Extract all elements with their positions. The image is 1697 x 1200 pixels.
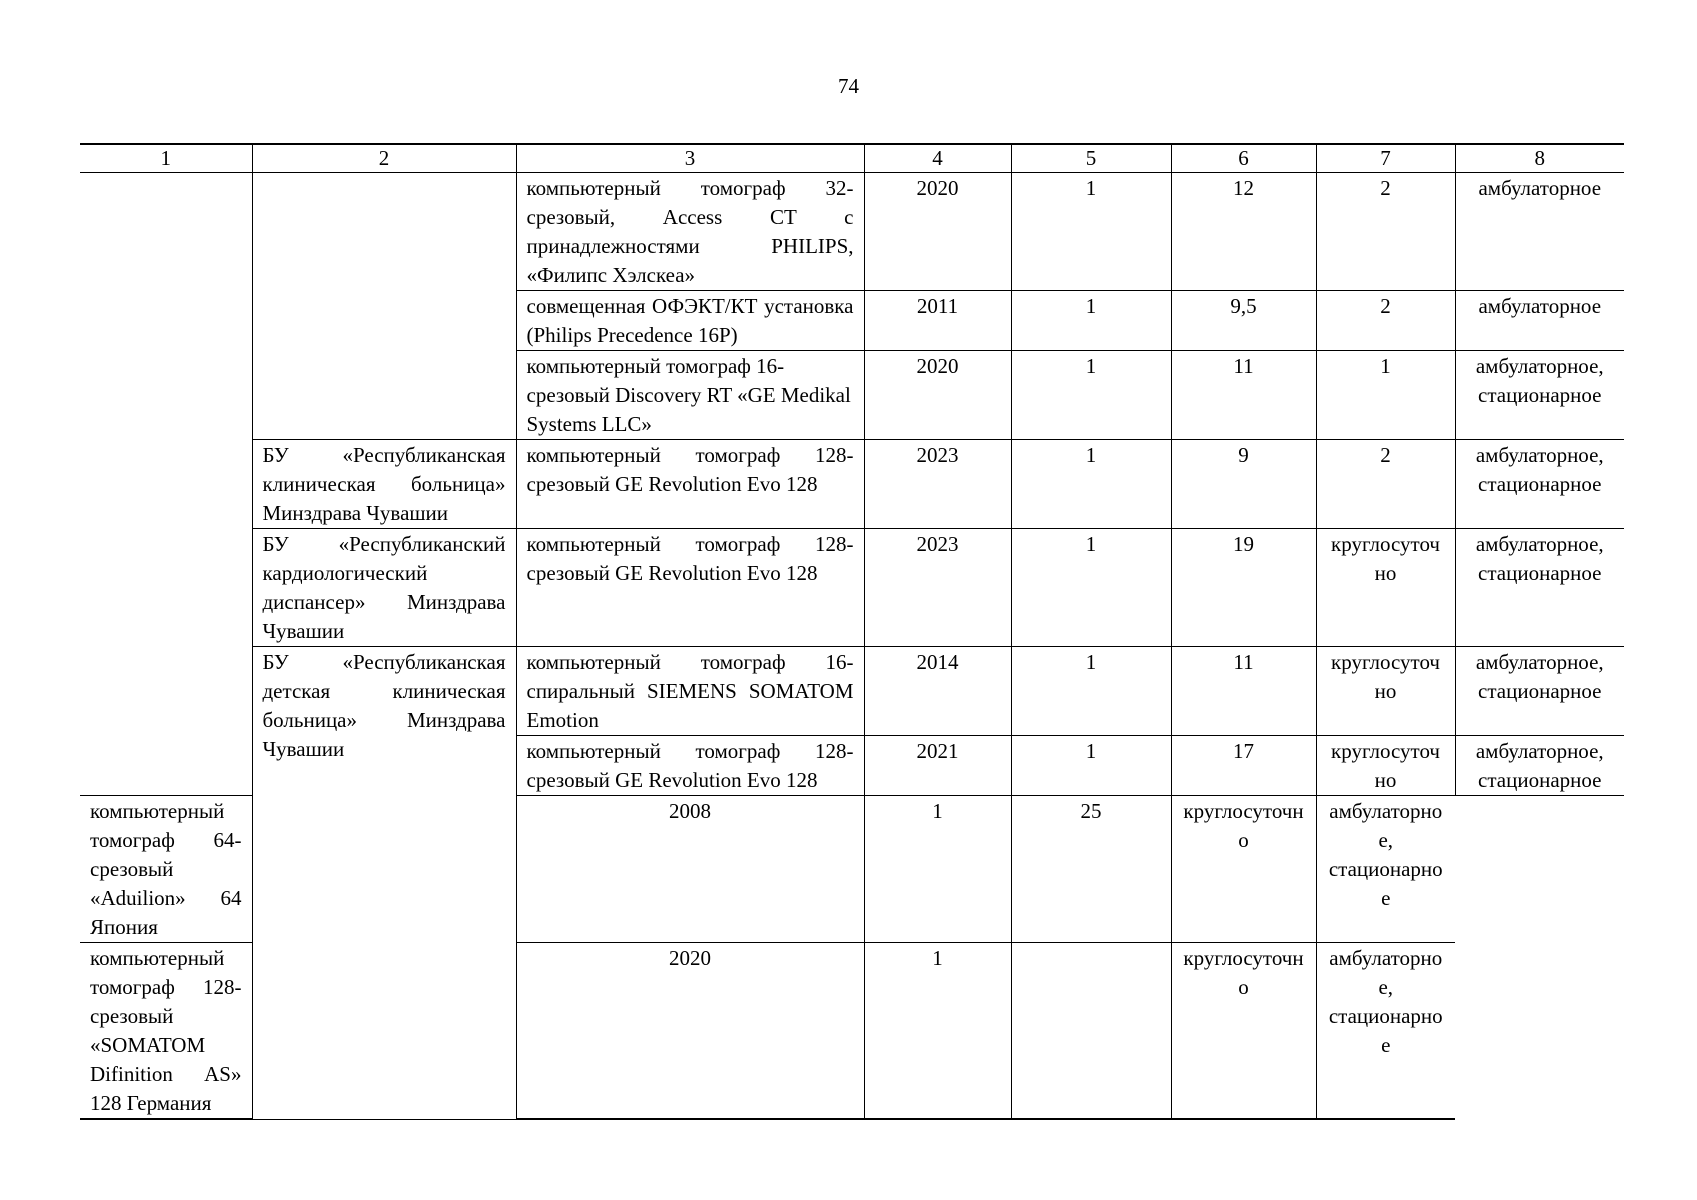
shift-cell: 2 <box>1316 173 1455 291</box>
column-header-5: 5 <box>1011 144 1171 173</box>
column-header-1: 1 <box>80 144 252 173</box>
organization-cell: БУ «Республиканская клиническая больница» Минздрава Чувашии <box>252 440 516 529</box>
year-cell: 2023 <box>864 440 1011 529</box>
column-header-6: 6 <box>1171 144 1316 173</box>
shift-cell: круглосуточно <box>1316 647 1455 736</box>
header-row <box>80 144 1624 173</box>
year-cell: 2020 <box>864 351 1011 440</box>
count-cell: 1 <box>864 943 1011 1120</box>
organization-cell <box>252 173 516 440</box>
column-header-4: 4 <box>864 144 1011 173</box>
care-type-cell: амбулаторное, стационарное <box>1455 529 1624 647</box>
care-type-cell: амбулаторное, стационарное <box>1455 351 1624 440</box>
year-cell: 2020 <box>864 173 1011 291</box>
count-cell: 1 <box>864 796 1011 943</box>
column-header-8: 8 <box>1455 144 1624 173</box>
load-cell: 19 <box>1171 529 1316 647</box>
care-type-cell: амбулаторное, стационарное <box>1455 647 1624 736</box>
count-cell: 1 <box>1011 291 1171 351</box>
shift-cell: круглосуточно <box>1316 529 1455 647</box>
count-cell: 1 <box>1011 440 1171 529</box>
equipment-name-cell: компьютерный томограф 16-срезовый Discovery RT «GE Medikal Systems LLC» <box>516 351 864 440</box>
organization-cell: БУ «Республиканская детская клиническая больница» Минздрава Чувашии <box>252 647 516 1120</box>
year-cell: 2014 <box>864 647 1011 736</box>
organization-cell: БУ «Республиканский кардиологический диспансер» Минздрава Чувашии <box>252 529 516 647</box>
care-type-cell: амбулаторное, стационарное <box>1316 943 1455 1120</box>
table-row <box>80 440 1624 529</box>
load-cell: 17 <box>1171 736 1316 796</box>
load-cell: 25 <box>1011 796 1171 943</box>
count-cell: 1 <box>1011 173 1171 291</box>
load-cell: 9,5 <box>1171 291 1316 351</box>
table-row <box>80 173 1624 291</box>
equipment-name-cell: совмещенная ОФЭКТ/КТ установка (Philips Precedence 16P) <box>516 291 864 351</box>
care-type-cell: амбулаторное, стационарное <box>1455 440 1624 529</box>
equipment-name-cell: компьютерный томограф 64-срезовый «Aduilion» 64 Япония <box>80 796 252 943</box>
shift-cell: 1 <box>1316 351 1455 440</box>
column-header-2: 2 <box>252 144 516 173</box>
load-cell: 12 <box>1171 173 1316 291</box>
count-cell: 1 <box>1011 529 1171 647</box>
equipment-table-container <box>80 143 1624 1120</box>
page-number: 74 <box>838 74 859 98</box>
shift-cell: круглосуточно <box>1316 736 1455 796</box>
load-cell: 11 <box>1171 647 1316 736</box>
load-cell <box>1011 943 1171 1120</box>
year-cell: 2008 <box>516 796 864 943</box>
year-cell: 2011 <box>864 291 1011 351</box>
shift-cell: круглосуточно <box>1171 796 1316 943</box>
load-cell: 9 <box>1171 440 1316 529</box>
equipment-name-cell: компьютерный томограф 128-срезовый GE Revolution Evo 128 <box>516 736 864 796</box>
care-type-cell: амбулаторное <box>1455 173 1624 291</box>
year-cell: 2023 <box>864 529 1011 647</box>
year-cell: 2020 <box>516 943 864 1120</box>
equipment-name-cell: компьютерный томограф 128-срезовый GE Revolution Evo 128 <box>516 529 864 647</box>
year-cell: 2021 <box>864 736 1011 796</box>
equipment-name-cell: компьютерный томограф 16-спиральный SIEMENS SOMATOM Emotion <box>516 647 864 736</box>
column-header-3: 3 <box>516 144 864 173</box>
count-cell: 1 <box>1011 351 1171 440</box>
equipment-name-cell: компьютерный томограф 128-срезовый «SOMATOM Difinition AS» 128 Германия <box>80 943 252 1120</box>
load-cell: 11 <box>1171 351 1316 440</box>
table-row <box>80 647 1624 736</box>
column-header-7: 7 <box>1316 144 1455 173</box>
shift-cell: 2 <box>1316 291 1455 351</box>
equipment-name-cell: компьютерный томограф 32-срезовый, Access CT с принадлежностями PHILIPS, «Филипс Хэлскеа» <box>516 173 864 291</box>
care-type-cell: амбулаторное, стационарное <box>1316 796 1455 943</box>
care-type-cell: амбулаторное, стационарное <box>1455 736 1624 796</box>
equipment-name-cell: компьютерный томограф 128-срезовый GE Revolution Evo 128 <box>516 440 864 529</box>
shift-cell: круглосуточно <box>1171 943 1316 1120</box>
count-cell: 1 <box>1011 736 1171 796</box>
count-cell: 1 <box>1011 647 1171 736</box>
region-cell <box>80 173 252 796</box>
shift-cell: 2 <box>1316 440 1455 529</box>
table-row <box>80 529 1624 647</box>
equipment-table <box>80 143 1624 1120</box>
care-type-cell: амбулаторное <box>1455 291 1624 351</box>
